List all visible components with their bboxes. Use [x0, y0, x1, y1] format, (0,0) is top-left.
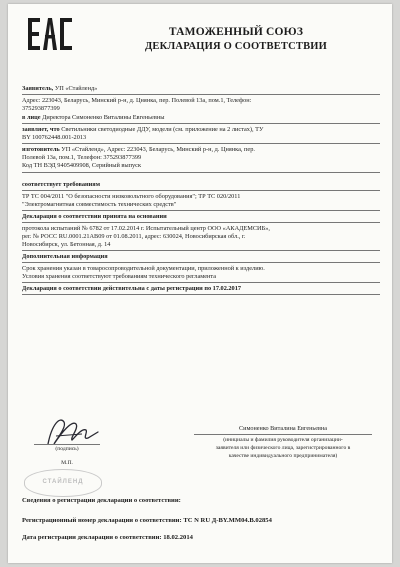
- applicant-address-2: 375293877399: [22, 105, 60, 112]
- divider: [22, 143, 380, 144]
- divider: [22, 222, 380, 223]
- manufacturer-text-1: УП «Стайленд», Адрес: 223043, Беларусь, Минский р-н, д. Цнянка, пер.: [61, 146, 255, 153]
- manufacturer-line-1: [22, 146, 380, 154]
- declares-line-1: [22, 126, 380, 134]
- basis-text-3: Новосибирск, ул. Бетонная, д. 14: [22, 241, 111, 248]
- signer-line: [194, 434, 372, 435]
- divider: [22, 282, 380, 283]
- requirements-text-2: "Электромагнитная совместимость технических средств": [22, 201, 177, 208]
- divider: [22, 123, 380, 124]
- registration-heading: Сведения о регистрации декларации о соответствии:: [22, 497, 181, 504]
- manufacturer-text-2: Полевой 13а, пом.1, Телефон: 375293877399: [22, 154, 142, 161]
- signer-role-1: (инициалы и фамилия руководителя организации-: [223, 437, 343, 443]
- registration-number-line: [22, 517, 380, 525]
- declares-text-2: BY 100762448.001-2013: [22, 134, 87, 141]
- manufacturer-label: изготовитель: [22, 146, 60, 153]
- divider: [22, 94, 380, 95]
- signer-name: Симоненко Виталина Евгеньевна: [239, 425, 327, 432]
- person-name: Директора Симоненко Виталины Евгеньевны: [42, 114, 165, 121]
- registration-date-label: Дата регистрации декларации о соответствии:: [22, 534, 162, 541]
- requirements-text-1: ТР ТС 004/2011 "О безопасности низковольтного оборудования"; ТР ТС 020/2011: [22, 193, 241, 200]
- additional-text-1: Срок хранения указан в товаросопроводительной документации, приложенной к изделию.: [22, 265, 265, 272]
- registration-date-line: [22, 534, 380, 542]
- validity-text: Декларация о соответствии действительна с даты регистрации по 17.02.2017: [22, 285, 242, 292]
- applicant-label: Заявитель,: [22, 85, 54, 92]
- document-subtitle: ДЕКЛАРАЦИЯ О СООТВЕТСТВИИ: [144, 41, 328, 52]
- divider: [22, 172, 380, 173]
- signer-role-2: заявителя или физического лица, зарегистрированного в: [215, 445, 351, 451]
- basis-text-1: протокола испытаний № 6782 от 17.02.2014 г. Испытательный центр ООО «АКАДЕМСИБ»,: [22, 225, 270, 232]
- signature-line: [34, 444, 100, 445]
- person-label: в лице: [22, 114, 41, 121]
- divider: [22, 262, 380, 263]
- divider: [22, 250, 380, 251]
- signature-caption: (подпись): [55, 446, 79, 452]
- additional-heading: Дополнительная информация: [22, 253, 108, 260]
- divider: [22, 190, 380, 191]
- registration-date: 18.02.2014: [163, 534, 193, 541]
- manufacturer-code: Код ТН ВЭД 9405409908, Серийный выпуск: [22, 162, 142, 169]
- divider: [22, 294, 380, 295]
- applicant-person-line: [22, 114, 380, 122]
- document-title: ТАМОЖЕННЫЙ СОЮЗ: [168, 26, 304, 38]
- requirements-heading: соответствует требованиям: [22, 181, 100, 188]
- eac-logo: [28, 18, 72, 50]
- applicant-name: УП «Стайленд»: [54, 85, 98, 92]
- declaration-page: [8, 4, 392, 563]
- divider: [22, 210, 380, 211]
- applicant-line: [22, 85, 380, 93]
- seal-caption: М.П.: [61, 460, 73, 466]
- declares-text-1: Светильники светодиодные ДДУ, модели (см. приложение на 2 листах), ТУ: [61, 126, 264, 133]
- additional-text-2: Условия хранения соответствуют требованиям технического регламента: [22, 273, 217, 280]
- basis-heading: Декларация о соответствии принята на основании: [22, 213, 167, 220]
- company-stamp: [24, 469, 102, 497]
- stamp-text: СТАЙЛЕНД: [42, 479, 84, 485]
- applicant-address-1: Адрес: 223043, Беларусь, Минский р-н, д. Цнянка, пер. Полевой 13а, пом.1, Телефон:: [22, 97, 252, 104]
- registration-number: ТС N RU Д-BY.ММ04.В.02854: [183, 517, 272, 524]
- registration-number-label: Регистрационный номер декларации о соответствии:: [22, 517, 182, 524]
- signer-role-3: качестве индивидуального предпринимателя): [228, 453, 338, 459]
- basis-text-2: рег. № РОСС RU.0001.21АВ09 от 01.08.2011, адрес: 630024, Новосибирская обл., г.: [22, 233, 246, 240]
- declares-label: заявляет, что: [22, 126, 60, 133]
